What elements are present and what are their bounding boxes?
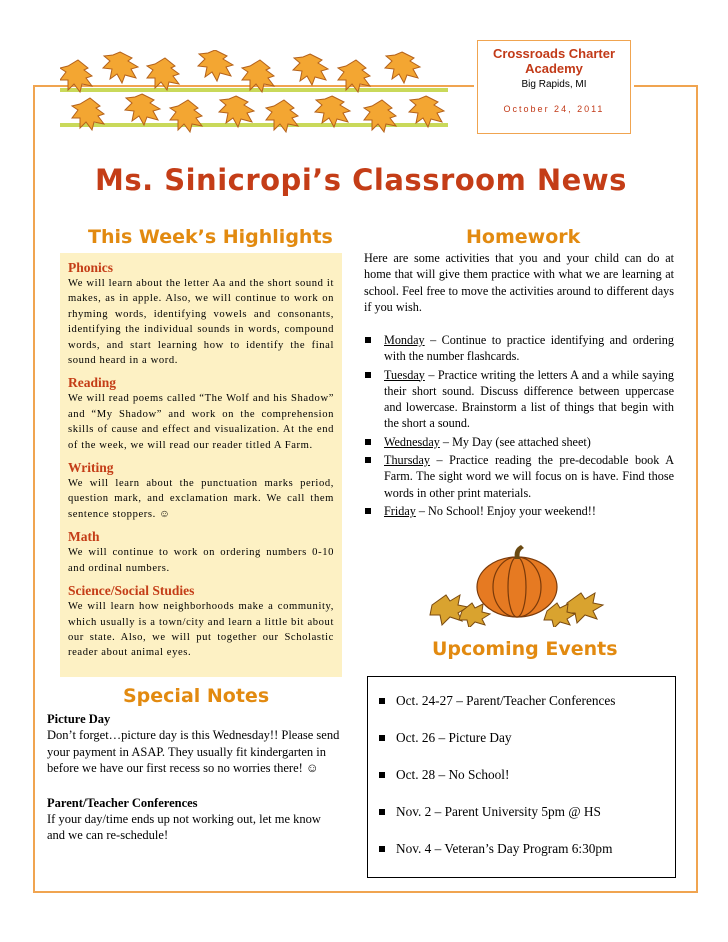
highlight-section	[60, 529, 342, 576]
conferences-label: Parent/Teacher Conferences	[47, 795, 198, 810]
event-text: Oct. 24-27 – Parent/Teacher Conferences	[396, 693, 616, 708]
bullet-square-icon	[365, 439, 371, 445]
special-notes	[47, 711, 342, 844]
homework-item	[364, 452, 674, 501]
school-info-box	[477, 40, 631, 134]
homework-day: Monday	[384, 333, 425, 347]
event-text: Nov. 2 – Parent University 5pm @ HS	[396, 804, 601, 819]
homework-day: Friday	[384, 503, 416, 518]
section-body: We will continue to work on ordering numbers 0-10 and ordinal numbers.	[68, 547, 334, 574]
event-text: Oct. 26 – Picture Day	[396, 730, 512, 745]
event-item	[378, 730, 615, 754]
highlight-section	[60, 583, 342, 661]
school-name: Crossroads Charter Academy	[492, 46, 616, 76]
bullet-square-icon	[365, 337, 371, 343]
event-item	[378, 767, 615, 791]
event-item	[378, 693, 615, 717]
section-body: We will learn how neighborhoods make a community, which usually is a town/city and learn a little bit about our state. Also, we will put together our Scholastic reader about animal eyes.	[68, 601, 334, 659]
bullet-square-icon	[379, 698, 385, 704]
homework-list	[364, 332, 674, 521]
homework-item	[364, 367, 674, 432]
homework-text: – Continue to practice identifying and ordering with the number flashcards.	[384, 333, 674, 364]
section-title: Phonics	[68, 260, 114, 275]
highlight-section	[60, 460, 342, 522]
homework-text: – My Day (see attached sheet)	[439, 434, 591, 449]
homework-text: – No School! Enjoy your weekend!!	[415, 503, 596, 518]
highlights-panel	[60, 253, 342, 677]
pumpkin-with-leaves	[427, 545, 607, 627]
newsletter-date: October 24, 2011	[503, 104, 605, 114]
homework-text: – Practice reading the pre-decodable book A Farm. The sight word we will focus on is have. Find those words in other print materials.	[384, 453, 674, 500]
bullet-square-icon	[379, 846, 385, 852]
bullet-square-icon	[365, 457, 371, 463]
autumn-leaves-banner	[60, 50, 448, 160]
bullet-square-icon	[365, 372, 371, 378]
section-body: We will read poems called “The Wolf and his Shadow” and “My Shadow” and work on the comprehension skills of cause and effect and visualization. At the end of the week, we will read our reader titled A Farm.	[68, 393, 334, 451]
bullet-square-icon	[379, 809, 385, 815]
homework-day: Thursday	[384, 453, 431, 468]
highlights-heading: This Week’s Highlights	[88, 226, 333, 248]
homework-item	[364, 434, 674, 450]
bullet-square-icon	[379, 772, 385, 778]
event-text: Nov. 4 – Veteran’s Day Program 6:30pm	[396, 841, 613, 856]
special-notes-heading: Special Notes	[123, 685, 270, 707]
highlight-section	[60, 375, 342, 453]
conferences-text: If your day/time ends up not working out, let me know and we can re-schedule!	[47, 812, 321, 843]
picture-day-label: Picture Day	[47, 712, 111, 726]
section-title: Math	[68, 529, 100, 545]
picture-day-text: Don’t forget…picture day is this Wednesday!! Please send your payment in ASAP. They usually fit kindergarten in before we have our first recess so no worries there! ☺	[47, 728, 340, 776]
events-list	[378, 693, 615, 878]
section-body: We will learn about the letter Aa and the short sound it makes, as in apple. Also, we will continue to work on rhyming words, identifying vowels and consonants, identifying the individual sounds in words, compound words, and start learning how to identify the final sound heard in a word.	[68, 278, 334, 367]
section-title: Science/Social Studies	[68, 583, 195, 599]
homework-item	[364, 332, 674, 365]
event-item	[378, 841, 615, 865]
homework-intro: Here are some activities that you and your child can do at home that will give them practice with what we are learning at school. Feel free to move the activities around to different days if you wish.	[364, 251, 674, 314]
homework-day: Tuesday	[384, 367, 425, 382]
section-title: Writing	[68, 460, 114, 476]
events-heading: Upcoming Events	[432, 638, 618, 660]
section-title: Reading	[68, 375, 117, 391]
bullet-square-icon	[379, 735, 385, 741]
homework-heading: Homework	[466, 226, 581, 248]
event-text: Oct. 28 – No School!	[396, 767, 510, 782]
bullet-square-icon	[365, 508, 371, 514]
school-city: Big Rapids, MI	[521, 79, 587, 90]
highlight-section	[60, 260, 342, 368]
newsletter-title: Ms. Sinicropi’s Classroom News	[95, 163, 627, 197]
homework-item	[364, 503, 674, 519]
events-box	[367, 676, 676, 878]
section-body: We will learn about the punctuation marks period, question mark, and exclamation mark. We call them sentence stoppers. ☺	[68, 478, 334, 520]
homework-text: – Practice writing the letters A and a while saying their short sound. Discuss difference between uppercase and lowercase. Brainstorm a list of things that begin with the short a sound.	[384, 367, 674, 431]
event-item	[378, 804, 615, 828]
homework-day: Wednesday	[384, 434, 440, 449]
